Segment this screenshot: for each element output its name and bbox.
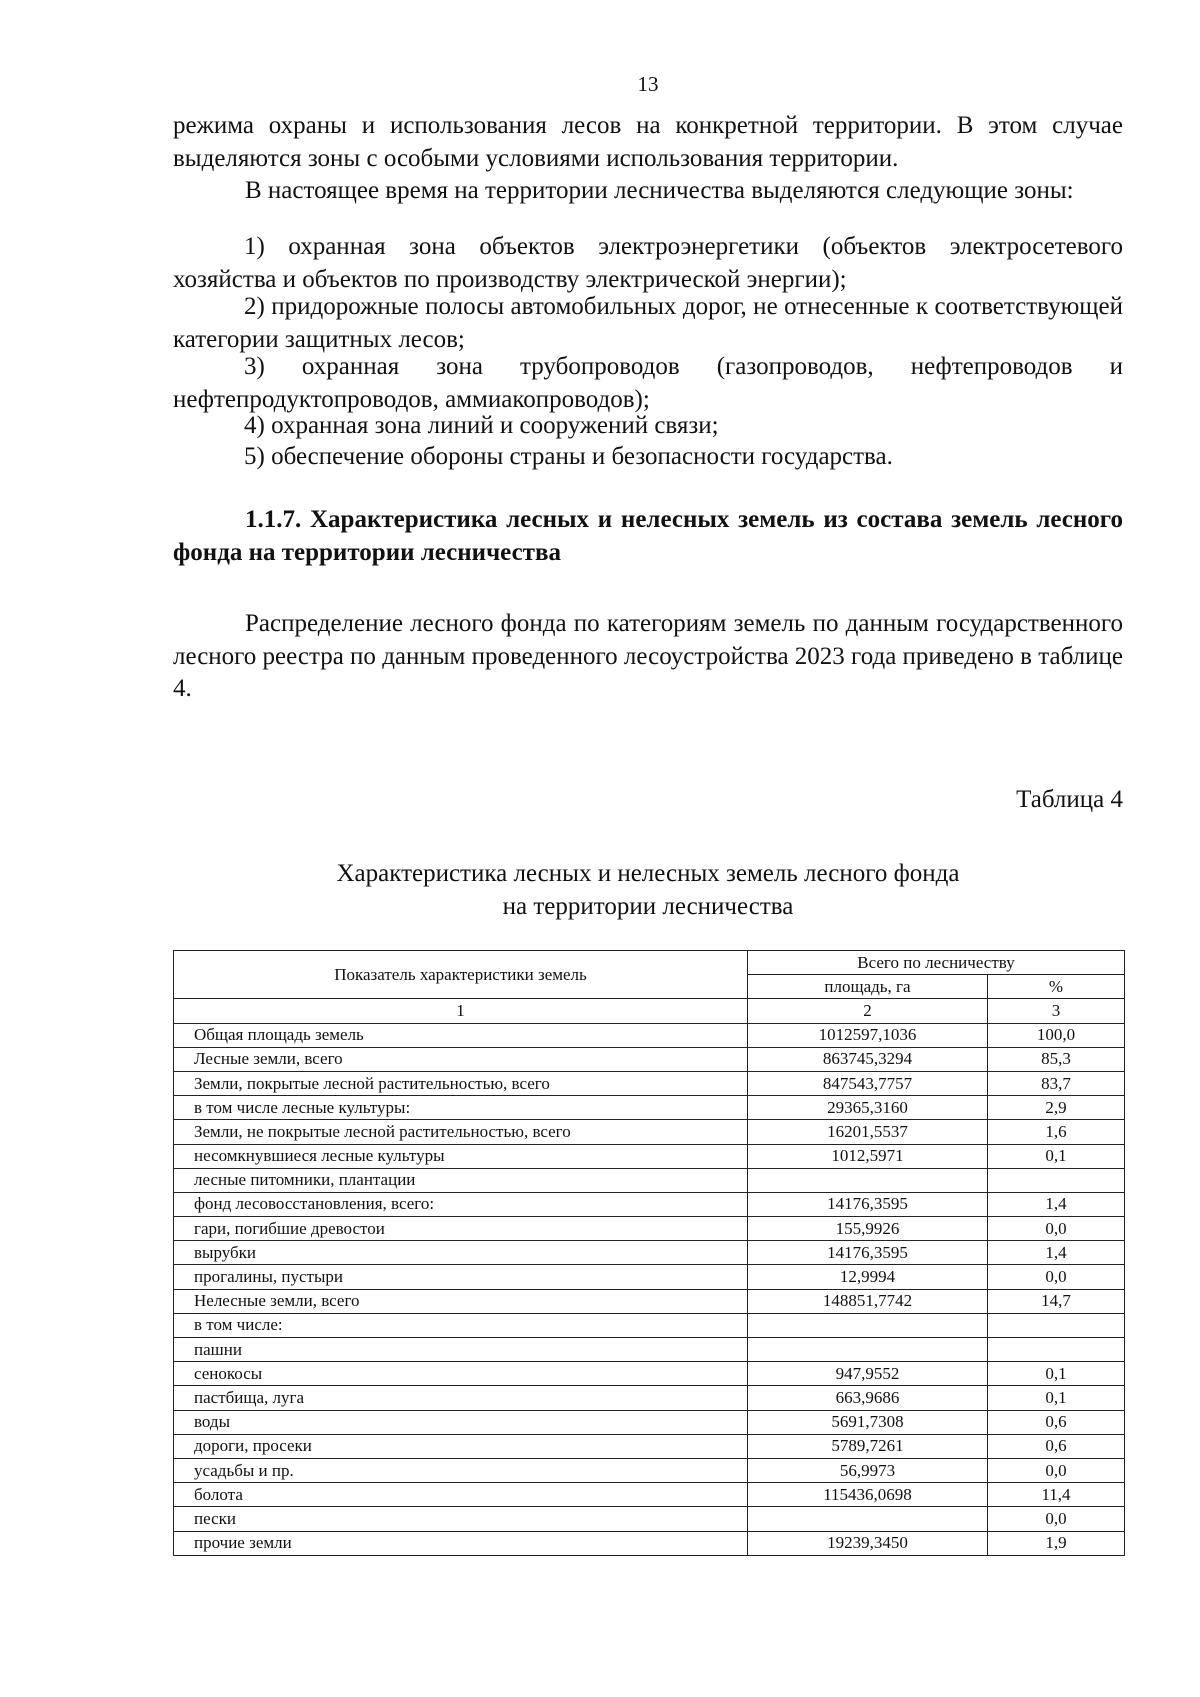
row-area: 14176,3595 xyxy=(748,1192,988,1216)
row-name: пашни xyxy=(174,1338,748,1362)
table-row xyxy=(174,1289,1125,1313)
row-name: сенокосы xyxy=(174,1362,748,1386)
row-name: дороги, просеки xyxy=(174,1434,748,1458)
row-percent: 0,0 xyxy=(988,1265,1125,1289)
row-area xyxy=(748,1168,988,1192)
table-title-line-2: на территории лесничества xyxy=(502,892,794,920)
table-row xyxy=(174,1241,1125,1265)
row-name: Земли, не покрытые лесной растительностью, всего xyxy=(174,1120,748,1144)
row-percent: 0,0 xyxy=(988,1507,1125,1531)
row-name: Лесные земли, всего xyxy=(174,1047,748,1071)
table-row xyxy=(174,1458,1125,1482)
row-area: 5691,7308 xyxy=(748,1410,988,1434)
row-percent xyxy=(988,1168,1125,1192)
col-number-3: 3 xyxy=(988,999,1125,1023)
land-characteristics-table xyxy=(173,950,1125,1556)
table-row xyxy=(174,1217,1125,1241)
col-number-1: 1 xyxy=(174,999,748,1023)
table-row xyxy=(174,1120,1125,1144)
table-row xyxy=(174,1386,1125,1410)
header-total: Всего по лесничеству xyxy=(748,951,1125,975)
row-percent: 1,4 xyxy=(988,1241,1125,1265)
row-percent: 0,6 xyxy=(988,1434,1125,1458)
table-row xyxy=(174,1071,1125,1095)
row-area: 155,9926 xyxy=(748,1217,988,1241)
row-area: 19239,3450 xyxy=(748,1531,988,1555)
row-name: несомкнувшиеся лесные культуры xyxy=(174,1144,748,1168)
page-number: 13 xyxy=(637,72,659,96)
list-item-3: 3) охранная зона трубопроводов (газопроводов, нефтепроводов и нефтепродуктопроводов, аммиакопроводов); xyxy=(173,353,1123,413)
row-name: Нелесные земли, всего xyxy=(174,1289,748,1313)
row-name: фонд лесовосстановления, всего: xyxy=(174,1192,748,1216)
row-name: Земли, покрытые лесной растительностью, всего xyxy=(174,1071,748,1095)
row-percent: 83,7 xyxy=(988,1071,1125,1095)
row-percent: 0,1 xyxy=(988,1144,1125,1168)
table-row xyxy=(174,1410,1125,1434)
table-title-line-1: Характеристика лесных и нелесных земель лесного фонда xyxy=(336,860,960,887)
row-area: 1012597,1036 xyxy=(748,1023,988,1047)
row-area xyxy=(748,1313,988,1337)
section-heading: 1.1.7. Характеристика лесных и нелесных земель из состава земель лесного фонда на территории лесничества xyxy=(173,506,1123,566)
row-area: 14176,3595 xyxy=(748,1241,988,1265)
row-area: 148851,7742 xyxy=(748,1289,988,1313)
row-area: 847543,7757 xyxy=(748,1071,988,1095)
list-item-2: 2) придорожные полосы автомобильных дорог, не отнесенные к соответствующей категории защитных лесов; xyxy=(173,293,1123,353)
table-row xyxy=(174,1434,1125,1458)
row-name: воды xyxy=(174,1410,748,1434)
row-percent: 0,1 xyxy=(988,1362,1125,1386)
table-row xyxy=(174,1507,1125,1531)
row-percent: 1,9 xyxy=(988,1531,1125,1555)
row-percent: 0,1 xyxy=(988,1386,1125,1410)
table-row xyxy=(174,1144,1125,1168)
list-item-5: 5) обеспечение обороны страны и безопасности государства. xyxy=(244,443,893,470)
table-title xyxy=(173,858,1123,923)
row-area: 663,9686 xyxy=(748,1386,988,1410)
paragraph-1: режима охраны и использования лесов на конкретной территории. В этом случае выделяются зоны с особыми условиями использования территории. xyxy=(173,112,1123,172)
row-percent: 11,4 xyxy=(988,1483,1125,1507)
table-row xyxy=(174,1096,1125,1120)
row-name: пастбища, луга xyxy=(174,1386,748,1410)
row-percent xyxy=(988,1338,1125,1362)
row-percent xyxy=(988,1313,1125,1337)
row-area: 947,9552 xyxy=(748,1362,988,1386)
row-area: 863745,3294 xyxy=(748,1047,988,1071)
col-number-2: 2 xyxy=(748,999,988,1023)
row-name: гари, погибшие древостои xyxy=(174,1217,748,1241)
table-row xyxy=(174,1531,1125,1555)
row-name: Общая площадь земель xyxy=(174,1023,748,1047)
row-area: 5789,7261 xyxy=(748,1434,988,1458)
row-percent: 0,6 xyxy=(988,1410,1125,1434)
row-area: 56,9973 xyxy=(748,1458,988,1482)
table-row xyxy=(174,1362,1125,1386)
table-body xyxy=(174,1023,1125,1555)
row-percent: 1,6 xyxy=(988,1120,1125,1144)
row-percent: 0,0 xyxy=(988,1458,1125,1482)
table-row xyxy=(174,1483,1125,1507)
row-area: 115436,0698 xyxy=(748,1483,988,1507)
row-percent: 85,3 xyxy=(988,1047,1125,1071)
row-name: вырубки xyxy=(174,1241,748,1265)
table-row xyxy=(174,1047,1125,1071)
row-name: в том числе лесные культуры: xyxy=(174,1096,748,1120)
row-percent: 14,7 xyxy=(988,1289,1125,1313)
row-name: пески xyxy=(174,1507,748,1531)
paragraph-2: В настоящее время на территории лесничества выделяются следующие зоны: xyxy=(245,177,1074,204)
row-area: 29365,3160 xyxy=(748,1096,988,1120)
list-item-4: 4) охранная зона линий и сооружений связи; xyxy=(244,412,719,439)
row-name: усадьбы и пр. xyxy=(174,1458,748,1482)
row-name: лесные питомники, плантации xyxy=(174,1168,748,1192)
row-percent: 100,0 xyxy=(988,1023,1125,1047)
row-name: прочие земли xyxy=(174,1531,748,1555)
row-area: 16201,5537 xyxy=(748,1120,988,1144)
row-area: 1012,5971 xyxy=(748,1144,988,1168)
header-percent: % xyxy=(988,975,1125,999)
row-name: болота xyxy=(174,1483,748,1507)
row-percent: 2,9 xyxy=(988,1096,1125,1120)
row-area: 12,9994 xyxy=(748,1265,988,1289)
table-row xyxy=(174,1313,1125,1337)
paragraph-3: Распределение лесного фонда по категориям земель по данным государственного лесного реестра по данным проведенного лесоустройства 2023 года приведено в таблице 4. xyxy=(173,610,1123,702)
row-name: в том числе: xyxy=(174,1313,748,1337)
table-row xyxy=(174,1265,1125,1289)
header-area: площадь, га xyxy=(748,975,988,999)
table-row xyxy=(174,1192,1125,1216)
row-area xyxy=(748,1338,988,1362)
table-label: Таблица 4 xyxy=(1016,786,1123,813)
list-item-1: 1) охранная зона объектов электроэнергетики (объектов электросетевого хозяйства и объектов по производству электрической энергии); xyxy=(173,233,1123,293)
row-percent: 1,4 xyxy=(988,1192,1125,1216)
row-percent: 0,0 xyxy=(988,1217,1125,1241)
header-indicator: Показатель характеристики земель xyxy=(174,951,748,999)
row-name: прогалины, пустыри xyxy=(174,1265,748,1289)
table-row xyxy=(174,1168,1125,1192)
table-row xyxy=(174,1023,1125,1047)
row-area xyxy=(748,1507,988,1531)
table-row xyxy=(174,1338,1125,1362)
